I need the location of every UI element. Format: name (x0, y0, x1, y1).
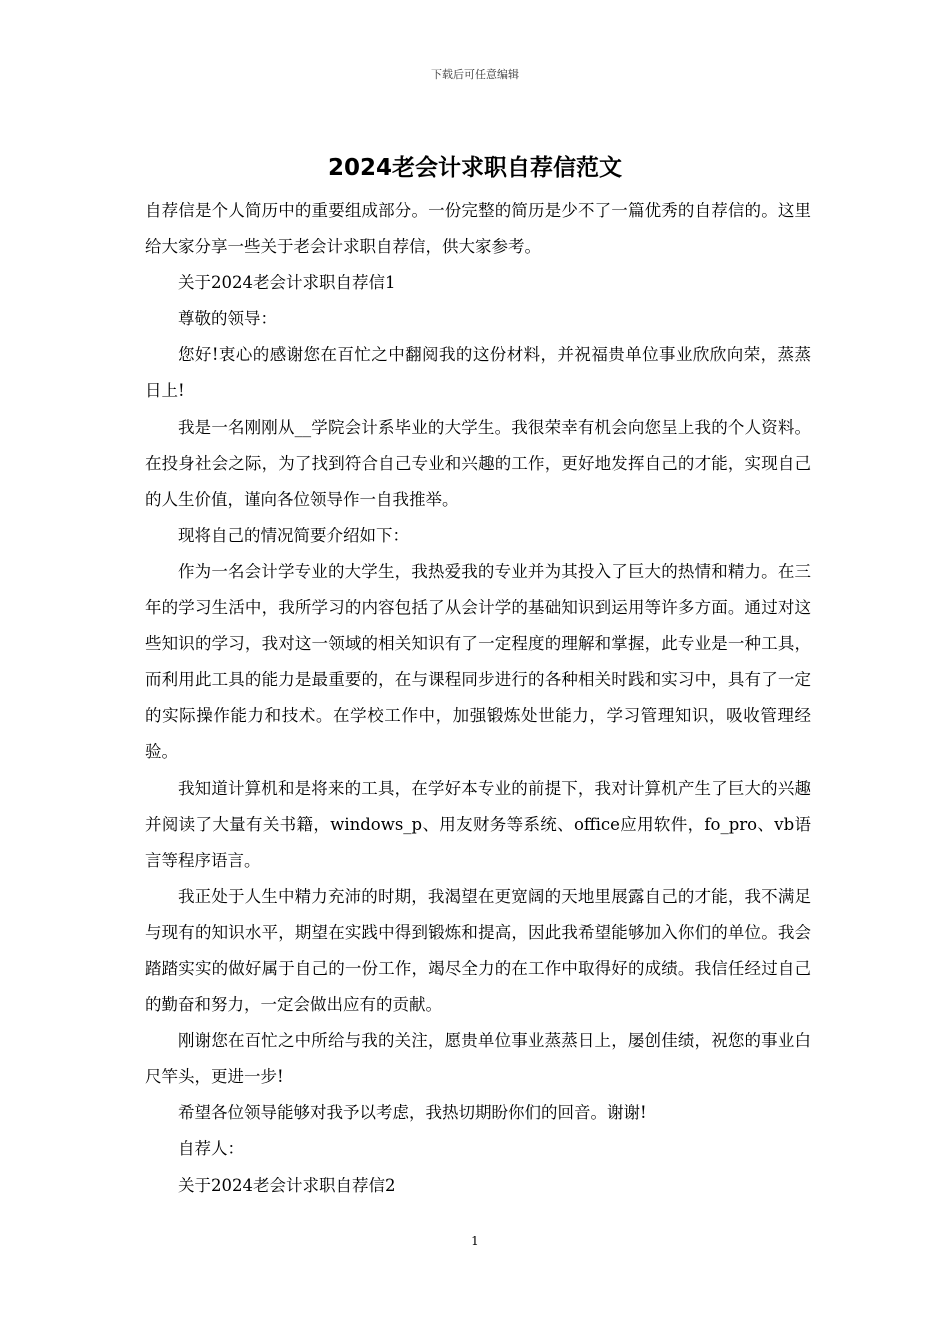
paragraph-overview-lead: 现将自己的情况简要介绍如下： (178, 525, 409, 545)
document-title: 2024老会计求职自荐信范文 (327, 155, 622, 181)
paragraph-greeting: 您好!衷心的感谢您在百忙之中翻阅我的这份材料，并祝福贵单位事业欣欣向荣，蒸蒸日上! (145, 345, 811, 401)
paragraph-letter1-heading: 关于2024老会计求职自荐信1 (178, 273, 396, 293)
paragraph-salutation: 尊敬的领导： (178, 309, 277, 329)
paragraph-letter2-heading: 关于2024老会计求职自荐信2 (178, 1175, 396, 1195)
paragraph-signature: 自荐人： (178, 1139, 244, 1159)
paragraph-intro: 自荐信是个人简历中的重要组成部分。一份完整的简历是少不了一篇优秀的自荐信的。这里给大家分享一些关于老会计求职自荐信，供大家参考。 (145, 201, 811, 257)
paragraph-closing: 希望各位领导能够对我予以考虑，我热切期盼你们的回音。谢谢! (178, 1103, 647, 1123)
paragraph-thanks: 刚谢您在百忙之中所给与我的关注，愿贵单位事业蒸蒸日上，屡创佳绩，祝您的事业白尺竿头，更进一步! (145, 1031, 811, 1087)
paragraph-computer-skills: 我知道计算机和是将来的工具，在学好本专业的前提下，我对计算机产生了巨大的兴趣并阅读了大量有关书籍，windows_p、用友财务等系统、office应用软件，fo_pro、vb语言等程序语言。 (145, 778, 811, 870)
document-body (145, 193, 811, 1204)
page-number: 1 (471, 1234, 479, 1248)
paragraph-self-intro: 我是一名刚刚从__学院会计系毕业的大学生。我很荣幸有机会向您呈上我的个人资料。在投身社会之际，为了找到符合自己专业和兴趣的工作，更好地发挥自己的才能，实现自己的人生价值，谨向各位领导作一自我推举。 (145, 417, 811, 509)
paragraph-education: 作为一名会计学专业的大学生，我热爱我的专业并为其投入了巨大的热情和精力。在三年的学习生活中，我所学习的内容包括了从会计学的基础知识到运用等许多方面。通过对这些知识的学习，我对这一领域的相关知识有了一定程度的理解和掌握，此专业是一种工具，而利用此工具的能力是最重要的，在与课程同步进行的各种相关时践和实习中，具有了一定的实际操作能力和技术。在学校工作中，加强锻炼处世能力，学习管理知识，吸收管理经验。 (145, 561, 811, 762)
paragraph-aspiration: 我正处于人生中精力充沛的时期，我渴望在更宽阔的天地里展露自己的才能，我不满足与现有的知识水平，期望在实践中得到锻炼和提高，因此我希望能够加入你们的单位。我会踏踏实实的做好属于自己的一份工作，竭尽全力的在工作中取得好的成绩。我信任经过自己的勤奋和努力，一定会做出应有的贡献。 (145, 886, 811, 1015)
page-header-note: 下载后可任意编辑 (431, 68, 519, 81)
